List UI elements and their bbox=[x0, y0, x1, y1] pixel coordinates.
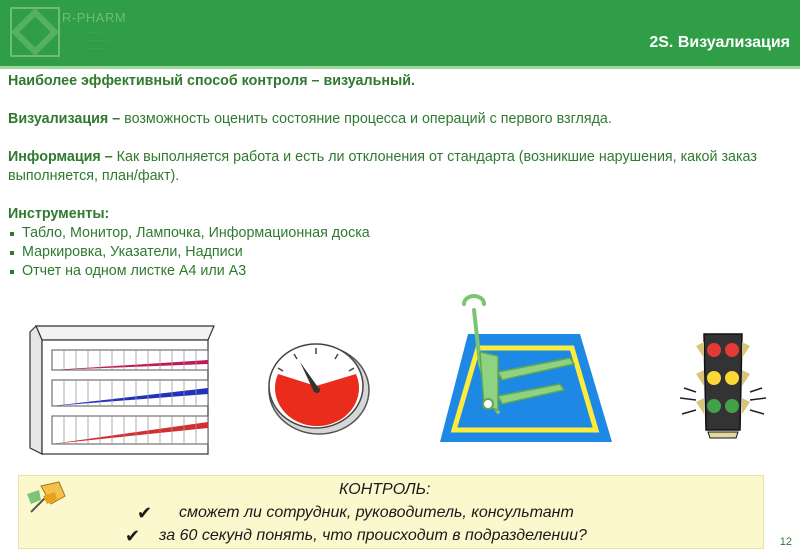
control-title: КОНТРОЛЬ: bbox=[339, 481, 431, 498]
slide-content bbox=[8, 72, 792, 281]
tools-list bbox=[8, 224, 792, 281]
checkmark-icon: ✔ bbox=[125, 526, 141, 546]
visualization-paragraph bbox=[8, 110, 792, 129]
gauge-icon bbox=[262, 338, 372, 436]
r-pharm-logo-icon bbox=[10, 7, 60, 57]
control-question-line-2: за 60 секунд понять, что происходит в подразделении? bbox=[159, 527, 587, 544]
logo-sub-line: ............ bbox=[86, 36, 110, 43]
traffic-light-icon bbox=[678, 328, 768, 440]
list-item: Отчет на одном листке А4 или А3 bbox=[8, 262, 792, 281]
list-item: Табло, Монитор, Лампочка, Информационная доска bbox=[8, 224, 792, 243]
information-definition: Как выполняется работа и есть ли отклонения от стандарта (возникшие нарушения, какой заказ выполняется, план/факт). bbox=[8, 149, 757, 184]
logo-sub-line: ........ bbox=[86, 28, 102, 35]
pallet-jack-marking-icon bbox=[440, 292, 616, 444]
information-paragraph bbox=[8, 148, 792, 186]
visualization-definition: возможность оценить состояние процесса и операций с первого взгляда. bbox=[120, 111, 612, 127]
visualization-term: Визуализация – bbox=[8, 111, 121, 127]
pushpin-icon bbox=[25, 478, 69, 518]
list-item: Маркировка, Указатели, Надписи bbox=[8, 243, 792, 262]
shelf-rack-icon bbox=[28, 322, 216, 458]
control-question-line-1: сможет ли сотрудник, руководитель, консультант bbox=[179, 504, 574, 521]
header-bar bbox=[0, 0, 800, 66]
information-term: Информация – bbox=[8, 149, 113, 165]
logo-sub-line: .......... bbox=[86, 44, 106, 51]
header-divider bbox=[0, 66, 800, 69]
tools-title: Инструменты: bbox=[8, 206, 110, 222]
control-callout bbox=[18, 475, 764, 549]
slide-title: 2S. Визуализация bbox=[649, 34, 790, 51]
logo-text: R-PHARM bbox=[62, 10, 127, 25]
lead-text: Наиболее эффективный способ контроля – визуальный. bbox=[8, 73, 415, 89]
checkmark-icon: ✔ bbox=[137, 503, 153, 523]
page-number: 12 bbox=[779, 536, 792, 548]
